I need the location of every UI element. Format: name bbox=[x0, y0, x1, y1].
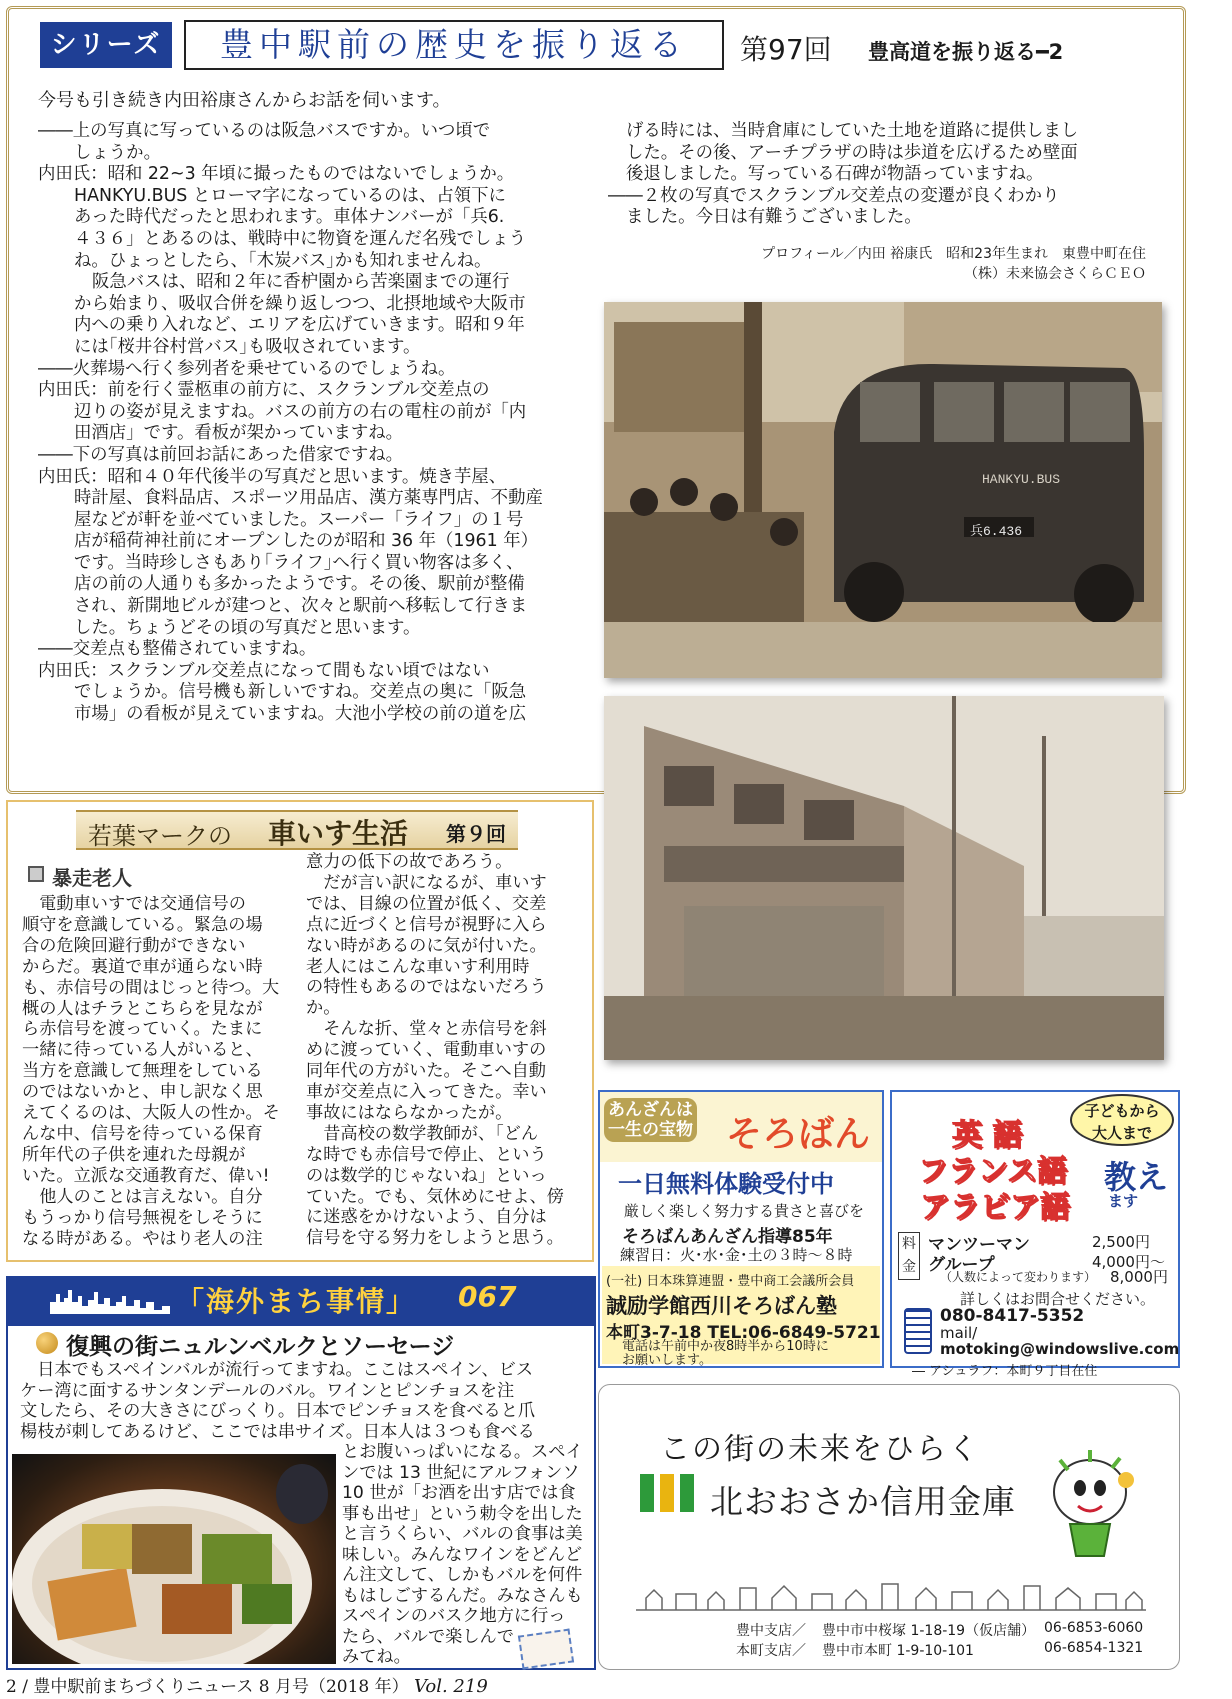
bank-logo-bar-icon bbox=[680, 1474, 694, 1512]
overseas-line: ンでは 13 世紀にアルフォンソ bbox=[342, 1462, 580, 1483]
column-line: 電動車いすでは交通信号の bbox=[22, 894, 246, 914]
wheelchair-title: 車いす生活 bbox=[268, 817, 409, 850]
street-photo bbox=[604, 696, 1164, 1060]
column-line: 事故にはならなかったが。 bbox=[306, 1102, 513, 1123]
branch2-phone: 06-6854-1321 bbox=[1044, 1640, 1144, 1656]
column-line: ていた。でも、気休めにせよ、傍 bbox=[306, 1186, 564, 1207]
bullet-circle-icon bbox=[36, 1332, 58, 1354]
column-line: に迷惑をかけないよう、自分は bbox=[306, 1207, 547, 1228]
interview-line: した。ちょうどその頃の写真だと思います。 bbox=[74, 617, 421, 638]
interview-line: 後退しました。写っている石碑が物語っていますね。 bbox=[626, 164, 1044, 185]
language-french: フランス語 bbox=[918, 1154, 1068, 1189]
bank-logo-bar-icon bbox=[640, 1474, 654, 1512]
branch2-address: 豊中市本町 1-9-10-101 bbox=[822, 1643, 974, 1659]
column-line: 昔高校の数学教師が、「どん bbox=[306, 1123, 539, 1144]
interview-line: ――２枚の写真でスクランブル交差点の変遷が良くわかり bbox=[608, 185, 1060, 206]
soroban-ribbon-line1: あんざんは bbox=[608, 1100, 693, 1120]
interview-line: 店が稲荷神社前にオープンしたのが昭和 36 年（1961 年） bbox=[74, 531, 539, 552]
column-line: めに渡っていく、電動車いすの bbox=[306, 1040, 547, 1061]
interview-line: 内田氏：前を行く霊柩車の前方に、スクランブル交差点の bbox=[38, 380, 490, 401]
soroban-note-line1: 電話は午前中か夜8時半から10時に bbox=[622, 1339, 829, 1354]
overseas-line: 日本でもスペインバルが流行ってますね。ここはスペイン、ビス bbox=[20, 1360, 534, 1380]
teacher-name: ― アシュラフ：本町９丁目在住 bbox=[912, 1364, 1098, 1379]
interview-line: 田酒店」です。看板が架かっていますね。 bbox=[74, 423, 404, 444]
column-line: のではないかと、申し訳なく思 bbox=[22, 1082, 263, 1103]
column-line: だが言い訳になるが、車いす bbox=[306, 872, 547, 893]
wheelchair-episode: 第９回 bbox=[446, 822, 506, 846]
column-line: からだ。裏道で車が通らない時 bbox=[22, 956, 263, 977]
soroban-brand: そろばん bbox=[726, 1114, 871, 1155]
column-line: 同年代の方がいた。そこへ自動 bbox=[306, 1061, 546, 1082]
bank-name: 北おおさか信用金庫 bbox=[710, 1482, 1016, 1521]
wheelchair-subtitle: 暴走老人 bbox=[52, 866, 132, 890]
bubble-line2: 大人まで bbox=[1091, 1124, 1152, 1142]
bus-photo-illustration bbox=[604, 302, 1162, 678]
profile-company: （株）未来協会さくらＣＥＯ bbox=[964, 266, 1146, 282]
column-line: ない時があるのに気が付いた。 bbox=[306, 935, 547, 956]
column-line: 点に近づくと信号が視野に入ら bbox=[306, 914, 547, 935]
column-line: なる時がある。やはり老人の注 bbox=[22, 1228, 263, 1249]
bank-logo-bar-icon bbox=[660, 1474, 674, 1512]
airmail-stamp-icon bbox=[518, 1629, 574, 1670]
interview-line: 時計屋、食料品店、スポーツ用品店、漢方薬専門店、不動産 bbox=[74, 488, 543, 509]
interview-line: した。その後、アーチプラザの時は歩道を広げるため壁面 bbox=[626, 142, 1078, 163]
interview-line: 屋などが軒を並べていました。スーパー「ライフ」の１号 bbox=[74, 509, 524, 530]
overseas-line: ん注文して、しかもバルを何件 bbox=[342, 1565, 583, 1585]
interview-line: ――火葬場へ行く参列者を乗せているのでしょうね。 bbox=[38, 358, 456, 379]
interview-line: 阪急バスは、昭和２年に香枦園から苦楽園までの運行 bbox=[92, 272, 510, 293]
column-line: えてくるのは、大阪人の性か。そ bbox=[22, 1103, 280, 1124]
soroban-ribbon-line2: 一生の宝物 bbox=[608, 1120, 693, 1140]
overseas-line: 楊枝が刺してあるけど、ここでは串サイズ。日本人は３つも食べる bbox=[20, 1421, 535, 1442]
column-line: そんな折、堂々と赤信号を斜 bbox=[306, 1019, 547, 1040]
interview-line: には｢桜井谷村営バス｣も吸収されています。 bbox=[74, 336, 421, 357]
column-line: な時でも赤信号で停止、という bbox=[306, 1144, 547, 1165]
interview-line: 辺りの姿が見えますね。バスの前方の右の電柱の前が「内 bbox=[74, 401, 527, 422]
overseas-line: みてね。 bbox=[342, 1647, 411, 1667]
interview-line: です。当時珍しさもあり｢ライフ｣へ行く買い物客は多く、 bbox=[74, 552, 524, 573]
overseas-line: とお腹いっぱいになる。スペイ bbox=[342, 1442, 583, 1462]
skyline-icon bbox=[50, 1288, 170, 1314]
overseas-title: 「海外まち事情」 bbox=[176, 1285, 417, 1318]
language-arabic: アラビア語 bbox=[920, 1190, 1070, 1225]
interview-line: 内田氏：スクランブル交差点になって間もない頃ではない bbox=[38, 660, 490, 681]
overseas-line: 味しい。みんなワインをどんど bbox=[342, 1544, 583, 1565]
interview-line: ――上の写真に写っているのは阪急バスですか。いつ頃で bbox=[38, 121, 491, 141]
interview-line: あった時代だったと思われます。車体ナンバーが「兵6. bbox=[74, 207, 505, 228]
column-line: んな中、信号を待っている保育 bbox=[22, 1123, 263, 1144]
soroban-note-line2: お願いします。 bbox=[622, 1353, 712, 1368]
overseas-number: 067 bbox=[458, 1280, 517, 1313]
interview-line: され、新開地ビルが建つと、次々と駅前へ移転して行きま bbox=[74, 596, 528, 617]
teach-suffix: ます bbox=[1108, 1192, 1139, 1210]
street-photo-illustration bbox=[604, 696, 1164, 1060]
contact-text: 詳しくはお問合せください。 bbox=[960, 1290, 1156, 1308]
plan-one-on-one: マンツーマン bbox=[928, 1235, 1030, 1255]
interview-line: 内田氏：昭和４０年代後半の写真だと思います。焼き芋屋、 bbox=[38, 466, 507, 487]
price-note: （人数によって変わります） bbox=[940, 1270, 1097, 1284]
townscape-line-icon bbox=[636, 1574, 1146, 1614]
column-line: の特性もあるのではないだろう bbox=[306, 977, 547, 998]
interview-line: ました。今日は有難うございました。 bbox=[626, 207, 922, 228]
column-line: か。 bbox=[306, 998, 341, 1019]
soroban-line2: そろばんあんざん指導85年 bbox=[622, 1227, 833, 1247]
column-line: もうっかり信号無視をしそうに bbox=[22, 1207, 263, 1228]
column-line: では、目線の位置が低く、交差 bbox=[306, 893, 547, 914]
column-line: 老人にはこんな車いす利用時 bbox=[306, 956, 530, 977]
interview-left-column bbox=[38, 121, 543, 726]
language-english: 英 語 bbox=[952, 1118, 1023, 1153]
overseas-line: 10 世が「お酒を出す店では食 bbox=[342, 1483, 576, 1503]
column-line: 当方を意識して無理をしている bbox=[22, 1061, 263, 1082]
column-line: 一緒に待っている人がいると、 bbox=[22, 1040, 263, 1061]
profile bbox=[676, 244, 1146, 284]
interview-line: 店の前の人通りも多かったようです。その後、駅前が整備 bbox=[74, 574, 525, 595]
overseas-line: 事も出せ」という勅令を出した bbox=[342, 1503, 583, 1524]
overseas-line: たら、バルで楽しんで bbox=[342, 1626, 514, 1647]
episode-subtitle: 豊高道を振り返る━2 bbox=[868, 40, 1064, 64]
fee-label: 料金 bbox=[898, 1232, 920, 1280]
interview-line: から始まり、吸収合併を繰り返しつつ、北摂地域や大阪市 bbox=[74, 293, 526, 314]
series-tag: シリーズ bbox=[40, 22, 172, 68]
bubble-line1: 子どもから bbox=[1084, 1102, 1160, 1120]
soroban-address: 本町3-7-18 TEL:06-6849-5721 bbox=[606, 1323, 881, 1343]
column-line: 所年代の子供を連れた母親が bbox=[22, 1144, 246, 1165]
overseas-subtitle: 復興の街ニュルンベルクとソーセージ bbox=[66, 1334, 455, 1360]
soroban-line3: 練習日：火･水･金･土の３時～８時 bbox=[620, 1246, 853, 1264]
profile-line: プロフィール／内田 裕康氏 昭和23年生まれ 東豊中町在住 bbox=[761, 246, 1146, 262]
interview-line: ――交差点も整備されていますね。 bbox=[38, 639, 317, 660]
overseas-line: ケー湾に面するサンタンデールのバル。ワインとピンチョスを注 bbox=[20, 1380, 515, 1401]
interview-line: でしょうか。信号機も新しいですね。交差点の奥に「阪急 bbox=[74, 682, 527, 703]
column-line: ら赤信号を渡っていく。たまに bbox=[22, 1019, 263, 1040]
teach-text: 教え bbox=[1104, 1158, 1169, 1196]
interview-line: げる時には、当時倉庫にしていた土地を道路に提供しまし bbox=[626, 121, 1079, 141]
phone-icon bbox=[904, 1308, 932, 1354]
soroban-line1: 厳しく楽しく努力する貴さと喜びを bbox=[624, 1202, 865, 1220]
overseas-line: 文したら、その大きさにびっくり。日本でピンチョスを食べると爪 bbox=[20, 1401, 536, 1421]
interview-line: 内田氏：昭和 22~3 年頃に撮ったものではないでしょうか。 bbox=[38, 164, 515, 185]
interview-right-column bbox=[608, 121, 1079, 229]
branch1-phone: 06-6853-6060 bbox=[1044, 1620, 1144, 1636]
pintxos-photo bbox=[12, 1454, 336, 1664]
bus-plate-text: 兵6.436 bbox=[970, 524, 1023, 539]
mail-label: mail/ bbox=[940, 1324, 978, 1342]
column-line: いた。立派な交通教育だ、偉い! bbox=[22, 1165, 270, 1186]
interview-line: ね。ひょっとしたら、｢木炭バス｣かも知れませんね。 bbox=[74, 250, 492, 271]
mail-address[interactable]: motoking@windowslive.com bbox=[940, 1340, 1180, 1358]
column-line: 他人のことは言えない。自分 bbox=[22, 1186, 263, 1207]
column-line: 順守を意識している。緊急の場 bbox=[22, 914, 263, 935]
column-line: 合の危険回避行動ができない bbox=[22, 935, 246, 956]
wheelchair-text-col2 bbox=[306, 852, 564, 1249]
intro-text: 今号も引き続き内田裕康さんからお話を伺います。 bbox=[38, 90, 451, 111]
soroban-school: 誠励学館西川そろばん塾 bbox=[606, 1294, 837, 1318]
soroban-ribbon bbox=[604, 1098, 697, 1142]
pintxos-illustration bbox=[12, 1454, 336, 1664]
phone-number[interactable]: 080-8417-5352 bbox=[940, 1306, 1085, 1326]
speech-bubble bbox=[1070, 1094, 1174, 1146]
price-one-on-one: 2,500円 bbox=[1092, 1233, 1150, 1251]
column-line: も、赤信号の間はじっと待つ。大 bbox=[22, 977, 280, 998]
column-line: 概の人はチラとこちらを見なが bbox=[22, 998, 263, 1019]
footer-text: 2 / 豊中駅前まちづくりニュース 8 月号（2018 年） bbox=[6, 1677, 409, 1697]
price-group: 4,000円～ bbox=[1092, 1253, 1165, 1271]
plan-group: グループ bbox=[928, 1255, 995, 1275]
interview-line: 市場」の看板が見えていますね。大池小学校の前の道を広 bbox=[74, 704, 527, 725]
episode-number: 第97回 bbox=[740, 33, 832, 66]
column-line: 信号を守る努力をしようと思う。 bbox=[306, 1228, 564, 1249]
soroban-association: (一社) 日本珠算連盟・豊中商工会議所会員 bbox=[606, 1274, 855, 1289]
wheelchair-text-col1 bbox=[22, 894, 280, 1249]
branch2-name: 本町支店／ bbox=[736, 1643, 806, 1659]
soroban-note bbox=[622, 1340, 829, 1368]
soroban-trial: 一日無料体験受付中 bbox=[618, 1170, 834, 1198]
overseas-text-full bbox=[20, 1360, 535, 1442]
footer-volume: Vol. 219 bbox=[414, 1676, 488, 1697]
wheelchair-title-prefix: 若葉マークの bbox=[88, 822, 232, 850]
overseas-line: と言うくらい、バルの食事は美 bbox=[342, 1524, 583, 1544]
page-footer bbox=[6, 1672, 488, 1697]
bank-slogan: この街の未来をひらく bbox=[660, 1432, 980, 1467]
square-bullet-icon bbox=[28, 866, 44, 882]
column-line: 車が交差点に入ってきた。幸い bbox=[306, 1081, 547, 1102]
city-skyline-icon bbox=[50, 1288, 170, 1319]
bank-mascot-icon bbox=[1040, 1440, 1140, 1560]
bus-sign-text: HANKYU.BUS bbox=[982, 472, 1061, 487]
column-line: のは数学的じゃないね」といっ bbox=[306, 1165, 547, 1186]
interview-line: HANKYU.BUS とローマ字になっているのは、占領下に bbox=[74, 185, 506, 206]
interview-line: 内への乗り入れなど、エリアを広げていきます。昭和９年 bbox=[74, 315, 525, 336]
branch1-address: 豊中市中桜塚 1-18-19（仮店舗） bbox=[822, 1623, 1036, 1639]
branch1-name: 豊中支店／ bbox=[736, 1623, 806, 1639]
interview-line: ――下の写真は前回お話にあった借家ですね。 bbox=[38, 444, 404, 465]
price-max: 8,000円 bbox=[1110, 1268, 1168, 1286]
overseas-line: スペインのバスク地方に行っ bbox=[342, 1606, 566, 1626]
interview-line: ４３６」とあるのは、戦時中に物資を運んだ名残でしょう bbox=[74, 228, 527, 249]
series-title: 豊中駅前の歴史を振り返る bbox=[184, 20, 724, 70]
overseas-line: もはしごするんだ。みなさんも bbox=[342, 1585, 583, 1606]
interview-line: しょうか。 bbox=[74, 142, 161, 163]
column-line: 意力の低下の故であろう。 bbox=[306, 852, 513, 872]
bus-photo bbox=[604, 302, 1162, 678]
